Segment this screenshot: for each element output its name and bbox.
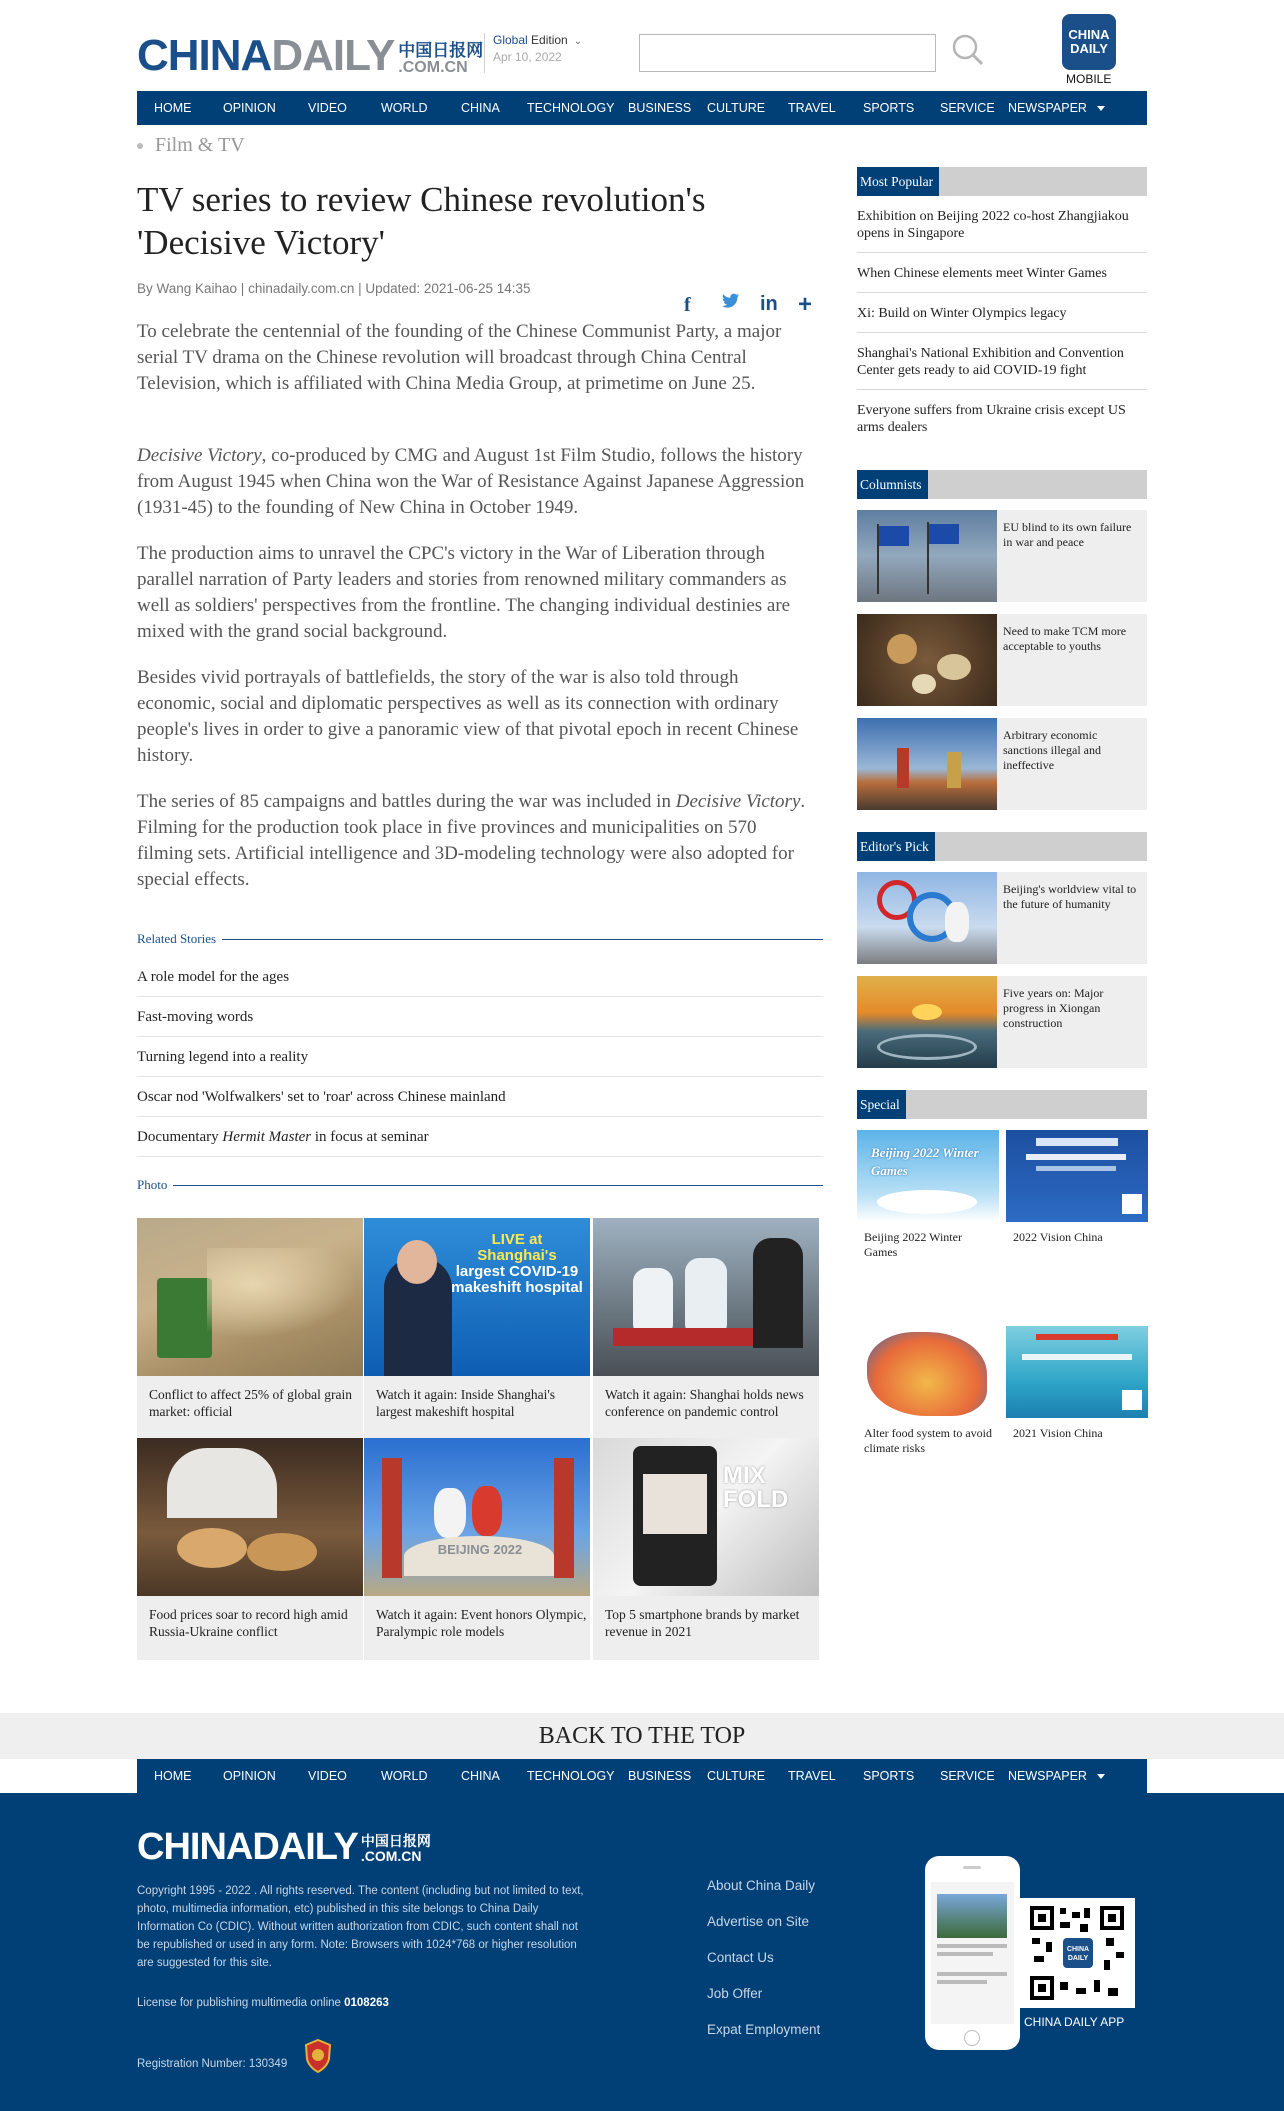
nav-sports[interactable]: SPORTS bbox=[863, 1769, 915, 1783]
app-phone-mockup bbox=[925, 1856, 1020, 2050]
vision-china-2021-image bbox=[1006, 1326, 1148, 1418]
photo-heading-label: Photo bbox=[137, 1177, 168, 1192]
edition-selector[interactable] bbox=[484, 33, 582, 73]
nav-china[interactable]: CHINA bbox=[461, 1769, 500, 1783]
special-caption: Alter food system to avoid climate risks bbox=[864, 1426, 992, 1455]
related-item-b: in focus at seminar bbox=[311, 1129, 429, 1145]
search-input[interactable] bbox=[639, 34, 936, 72]
footer-logo-domain-block bbox=[361, 1834, 431, 1864]
photo-caption: Watch it again: Inside Shanghai's largest makeshift hospital bbox=[376, 1387, 556, 1419]
overlay-line-2: largest COVID-19 bbox=[455, 1263, 579, 1280]
popular-item[interactable]: Everyone suffers from Ukraine crisis except US arms dealers bbox=[857, 403, 1126, 435]
nav-culture[interactable]: CULTURE bbox=[707, 101, 766, 115]
site-logo[interactable] bbox=[137, 30, 483, 78]
food-system-image bbox=[857, 1326, 999, 1418]
special-caption: 2022 Vision China bbox=[1013, 1230, 1103, 1244]
footer-link-jobs[interactable]: Job Offer bbox=[707, 1986, 763, 2001]
nav-business[interactable]: BUSINESS bbox=[628, 101, 692, 115]
show-title-italic-2: Decisive Victory bbox=[675, 791, 801, 812]
related-item[interactable]: Turning legend into a reality bbox=[137, 1037, 823, 1077]
edition-date: Apr 10, 2022 bbox=[493, 50, 562, 64]
popular-item[interactable]: Exhibition on Beijing 2022 co-host Zhangjiakou opens in Singapore bbox=[857, 196, 1147, 253]
photo-hospital-image bbox=[364, 1218, 590, 1376]
nav-home[interactable]: HOME bbox=[154, 101, 192, 115]
nav-sports[interactable]: SPORTS bbox=[863, 101, 915, 115]
logo-domain-block bbox=[398, 42, 483, 76]
nav-world[interactable]: WORLD bbox=[381, 1769, 428, 1783]
popular-item[interactable]: Shanghai's National Exhibition and Convention Center gets ready to aid COVID-19 fight bbox=[857, 333, 1147, 390]
related-stories-heading bbox=[137, 929, 823, 949]
overlay-mixfold: MIX FOLD bbox=[723, 1462, 789, 1513]
nav-newspaper-label: NEWSPAPER bbox=[1008, 1769, 1087, 1783]
related-item-italic: Hermit Master bbox=[222, 1129, 312, 1145]
nav-service[interactable]: SERVICE bbox=[940, 101, 995, 115]
photo-olympic-image bbox=[364, 1438, 590, 1596]
special-card[interactable] bbox=[1006, 1326, 1148, 1441]
phone-screen bbox=[931, 1882, 1014, 2024]
winter-games-image bbox=[857, 1130, 999, 1222]
popular-item[interactable]: When Chinese elements meet Winter Games bbox=[857, 253, 1147, 293]
footer-links bbox=[707, 1876, 820, 2056]
section-label: Most Popular bbox=[857, 167, 939, 196]
registration-text: Registration Number: 130349 bbox=[137, 2058, 288, 2070]
bullet-icon bbox=[137, 143, 143, 149]
article-title: TV series to review Chinese revolution's 'Decisive Victory' bbox=[137, 180, 706, 262]
special-card[interactable] bbox=[857, 1326, 999, 1456]
qr-badge-line1: CHINA bbox=[1066, 1946, 1090, 1953]
show-title-italic: Decisive Victory bbox=[137, 445, 262, 466]
photo-card[interactable] bbox=[364, 1218, 590, 1440]
overlay-line-1: LIVE at Shanghai's bbox=[477, 1231, 557, 1264]
qr-code bbox=[1020, 1898, 1135, 2008]
nav-newspaper[interactable] bbox=[1008, 91, 1105, 125]
editors-card[interactable] bbox=[857, 872, 1147, 964]
logo-domain: .COM.CN bbox=[398, 59, 468, 76]
caret-down-icon bbox=[1097, 1774, 1105, 1779]
license-label: License for publishing multimedia online bbox=[137, 1997, 345, 2009]
nav-china[interactable]: CHINA bbox=[461, 101, 500, 115]
nav-video[interactable]: VIDEO bbox=[308, 101, 347, 115]
logo-daily: DAILY bbox=[271, 31, 395, 80]
section-label: Editor's Pick bbox=[857, 832, 935, 861]
mobile-label: MOBILE bbox=[1066, 72, 1112, 86]
photo-caption: Food prices soar to record high amid Russia-Ukraine conflict bbox=[149, 1607, 348, 1639]
footer-logo-zh: 中国日报网 bbox=[360, 1833, 431, 1849]
qr-badge-line2: DAILY bbox=[1067, 1955, 1089, 1962]
footer-logo[interactable] bbox=[137, 1828, 431, 1866]
more-share-icon[interactable]: + bbox=[798, 291, 813, 318]
photo-card[interactable] bbox=[593, 1438, 819, 1660]
caret-down-icon bbox=[1097, 106, 1105, 111]
qr-code-icon bbox=[1020, 1898, 1135, 2008]
photo-caption: Conflict to affect 25% of global grain market: official bbox=[149, 1387, 352, 1419]
special-heading bbox=[857, 1090, 1147, 1119]
footer-link-about[interactable]: About China Daily bbox=[707, 1878, 816, 1893]
card-text: Five years on: Major progress in Xiongan construction bbox=[1003, 986, 1104, 1030]
app-label[interactable]: CHINA DAILY APP bbox=[1024, 2015, 1125, 2029]
overlay-line-3: makeshift hospital bbox=[451, 1279, 583, 1296]
special-overlay: Beijing 2022 Winter Games bbox=[871, 1145, 979, 1178]
special-caption: 2021 Vision China bbox=[1013, 1426, 1103, 1440]
phone-home-button bbox=[964, 2030, 980, 2046]
divider bbox=[222, 939, 823, 940]
twitter-icon[interactable] bbox=[722, 292, 740, 315]
related-item[interactable]: Fast-moving words bbox=[137, 997, 823, 1037]
nav-home[interactable]: HOME bbox=[154, 1769, 192, 1783]
most-popular-list bbox=[857, 196, 1147, 446]
tcm-herbs-image bbox=[857, 614, 997, 706]
logo-zh: 中国日报网 bbox=[398, 41, 484, 60]
related-item[interactable]: Oscar nod 'Wolfwalkers' set to 'roar' across Chinese mainland bbox=[137, 1077, 823, 1117]
photo-smartphone-image bbox=[593, 1438, 819, 1596]
beijing-decor-image bbox=[857, 872, 997, 964]
editors-pick-heading bbox=[857, 832, 1147, 861]
back-to-top-button[interactable]: BACK TO THE TOP bbox=[0, 1713, 1284, 1759]
edition-global: Global bbox=[493, 33, 528, 47]
editors-card[interactable] bbox=[857, 976, 1147, 1068]
twitter-bird-icon bbox=[722, 293, 740, 309]
photo-heading bbox=[137, 1175, 823, 1195]
linkedin-icon[interactable]: in bbox=[760, 293, 778, 315]
most-popular-heading bbox=[857, 167, 1147, 196]
edition-suffix: Edition bbox=[527, 33, 568, 47]
nav-technology[interactable]: TECHNOLOGY bbox=[527, 101, 615, 115]
paragraph-5-text-b: . Filming for the production took place in five provinces and municipalities on 570 filming sets. Artificial intelligence and 3D-modeling technology were also adopted for special effects. bbox=[137, 791, 806, 890]
photo-caption: Watch it again: Shanghai holds news conference on pandemic control bbox=[605, 1387, 804, 1419]
copyright-text: Copyright 1995 - 2022 . All rights reserved. The content (including but not limited to text, photo, multimedia information, etc) published in this site belongs to China Daily Information Co (CDIC). Without written authorization from CDIC, such content shall not be republished or used in any form. Note: Browsers with 1024*768 or higher resolution are suggested for this site. bbox=[137, 1885, 584, 1969]
article-paragraph-3: The production aims to unravel the CPC's victory in the War of Liberation through parallel narration of Party leaders and stories from renowned military commanders as well as soldiers' perspectives from the frontline. The changing individual destinies are mixed with the grand social background. bbox=[137, 543, 791, 642]
section-label: Columnists bbox=[857, 470, 928, 499]
police-badge-icon[interactable] bbox=[303, 2039, 333, 2073]
eu-flags-image bbox=[857, 510, 997, 602]
footer-nav bbox=[137, 1759, 1147, 1793]
footer-logo-domain: .COM.CN bbox=[360, 1848, 422, 1864]
nav-travel[interactable]: TRAVEL bbox=[788, 101, 836, 115]
mobile-badge-line2: DAILY bbox=[1070, 41, 1108, 56]
card-text: EU blind to its own failure in war and peace bbox=[1003, 520, 1132, 549]
overlay-beijing: BEIJING 2022 bbox=[437, 1542, 523, 1557]
columnist-card[interactable] bbox=[857, 614, 1147, 706]
badge-emblem-icon bbox=[303, 2039, 333, 2073]
nav-technology[interactable]: TECHNOLOGY bbox=[527, 1769, 615, 1783]
license-text bbox=[137, 1997, 389, 2009]
paragraph-5-text-a: The series of 85 campaigns and battles during the war was included in bbox=[137, 791, 676, 812]
mobile-link[interactable] bbox=[1060, 14, 1150, 86]
nav-world[interactable]: WORLD bbox=[381, 101, 428, 115]
special-card[interactable] bbox=[857, 1130, 999, 1260]
photo-card[interactable] bbox=[137, 1438, 363, 1660]
xiongan-image bbox=[857, 976, 997, 1068]
search-icon bbox=[950, 32, 986, 68]
related-list bbox=[137, 957, 823, 1157]
article-paragraph-1: To celebrate the centennial of the founding of the Chinese Communist Party, a major serial TV drama on the Chinese revolution will broadcast through China Central Television, which is affiliated with China Media Group, at primetime on June 25. bbox=[137, 321, 782, 394]
photo-grain-image bbox=[137, 1218, 363, 1376]
article-paragraph-2 bbox=[137, 443, 817, 521]
phone-speaker bbox=[963, 1866, 981, 1869]
photo-card[interactable] bbox=[137, 1218, 363, 1440]
columnist-card[interactable] bbox=[857, 718, 1147, 810]
breadcrumb-label: Film & TV bbox=[155, 134, 245, 156]
divider bbox=[173, 1185, 823, 1186]
footer-link-contact[interactable]: Contact Us bbox=[707, 1950, 774, 1965]
moscow-image bbox=[857, 718, 997, 810]
related-item[interactable]: A role model for the ages bbox=[137, 957, 823, 997]
breadcrumb[interactable] bbox=[137, 134, 245, 157]
nav-newspaper-label: NEWSPAPER bbox=[1008, 101, 1087, 115]
nav-opinion[interactable]: OPINION bbox=[223, 1769, 276, 1783]
mobile-badge-line1: CHINA bbox=[1068, 27, 1110, 42]
logo-china: CHINA bbox=[137, 31, 272, 80]
search-button[interactable] bbox=[950, 32, 986, 68]
nav-travel[interactable]: TRAVEL bbox=[788, 1769, 836, 1783]
related-item[interactable] bbox=[137, 1117, 823, 1157]
photo-caption: Top 5 smartphone brands by market revenue in 2021 bbox=[605, 1607, 800, 1639]
related-heading-label: Related Stories bbox=[137, 931, 217, 946]
article-byline: By Wang Kaihao | chinadaily.com.cn | Updated: 2021-06-25 14:35 bbox=[137, 281, 531, 296]
nav-opinion[interactable]: OPINION bbox=[223, 101, 276, 115]
footer-logo-text: CHINADAILY bbox=[137, 1826, 358, 1868]
photo-press-image bbox=[593, 1218, 819, 1376]
mobile-badge bbox=[1062, 14, 1116, 70]
special-card[interactable] bbox=[1006, 1130, 1148, 1245]
paragraph-2-text: , co-produced by CMG and August 1st Film Studio, follows the history from August 1945 when China won the War of Resistance Against Japanese Aggression (1931-45) to the founding of New China in October 1949. bbox=[137, 445, 805, 518]
footer-link-advertise[interactable]: Advertise on Site bbox=[707, 1914, 810, 1929]
nav-business[interactable]: BUSINESS bbox=[628, 1769, 692, 1783]
nav-video[interactable]: VIDEO bbox=[308, 1769, 347, 1783]
article-paragraph-5 bbox=[137, 789, 817, 893]
columnist-card[interactable] bbox=[857, 510, 1147, 602]
license-number[interactable]: 0108263 bbox=[344, 1997, 389, 2009]
photo-caption: Watch it again: Event honors Olympic, Paralympic role models bbox=[376, 1607, 587, 1639]
card-text: Beijing's worldview vital to the future of humanity bbox=[1003, 882, 1137, 911]
card-text: Arbitrary economic sanctions illegal and ineffective bbox=[1003, 728, 1101, 772]
chevron-down-icon: ⌄ bbox=[573, 36, 583, 47]
photo-card[interactable] bbox=[593, 1218, 819, 1440]
footer-link-expat[interactable]: Expat Employment bbox=[707, 2022, 821, 2037]
special-caption: Beijing 2022 Winter Games bbox=[864, 1230, 962, 1259]
nav-service[interactable]: SERVICE bbox=[940, 1769, 995, 1783]
nav-culture[interactable]: CULTURE bbox=[707, 1769, 766, 1783]
vision-china-image bbox=[1006, 1130, 1148, 1222]
article-paragraph-4: Besides vivid portrayals of battlefields, the story of the war is also told through economic, social and diplomatic perspectives as well as its connection with ordinary people's lives in order to give a panoramic view of that pivotal epoch in recent Chinese history. bbox=[137, 667, 799, 766]
main-nav bbox=[137, 91, 1147, 125]
photo-card[interactable] bbox=[364, 1438, 590, 1660]
section-label: Special bbox=[857, 1090, 906, 1119]
nav-newspaper[interactable] bbox=[1008, 1759, 1105, 1793]
photo-bread-image bbox=[137, 1438, 363, 1596]
popular-item[interactable]: Xi: Build on Winter Olympics legacy bbox=[857, 293, 1147, 333]
related-item-a: Documentary bbox=[137, 1129, 223, 1145]
facebook-icon[interactable]: f bbox=[684, 294, 691, 316]
columnists-heading bbox=[857, 470, 1147, 499]
card-text: Need to make TCM more acceptable to youths bbox=[1003, 624, 1127, 653]
